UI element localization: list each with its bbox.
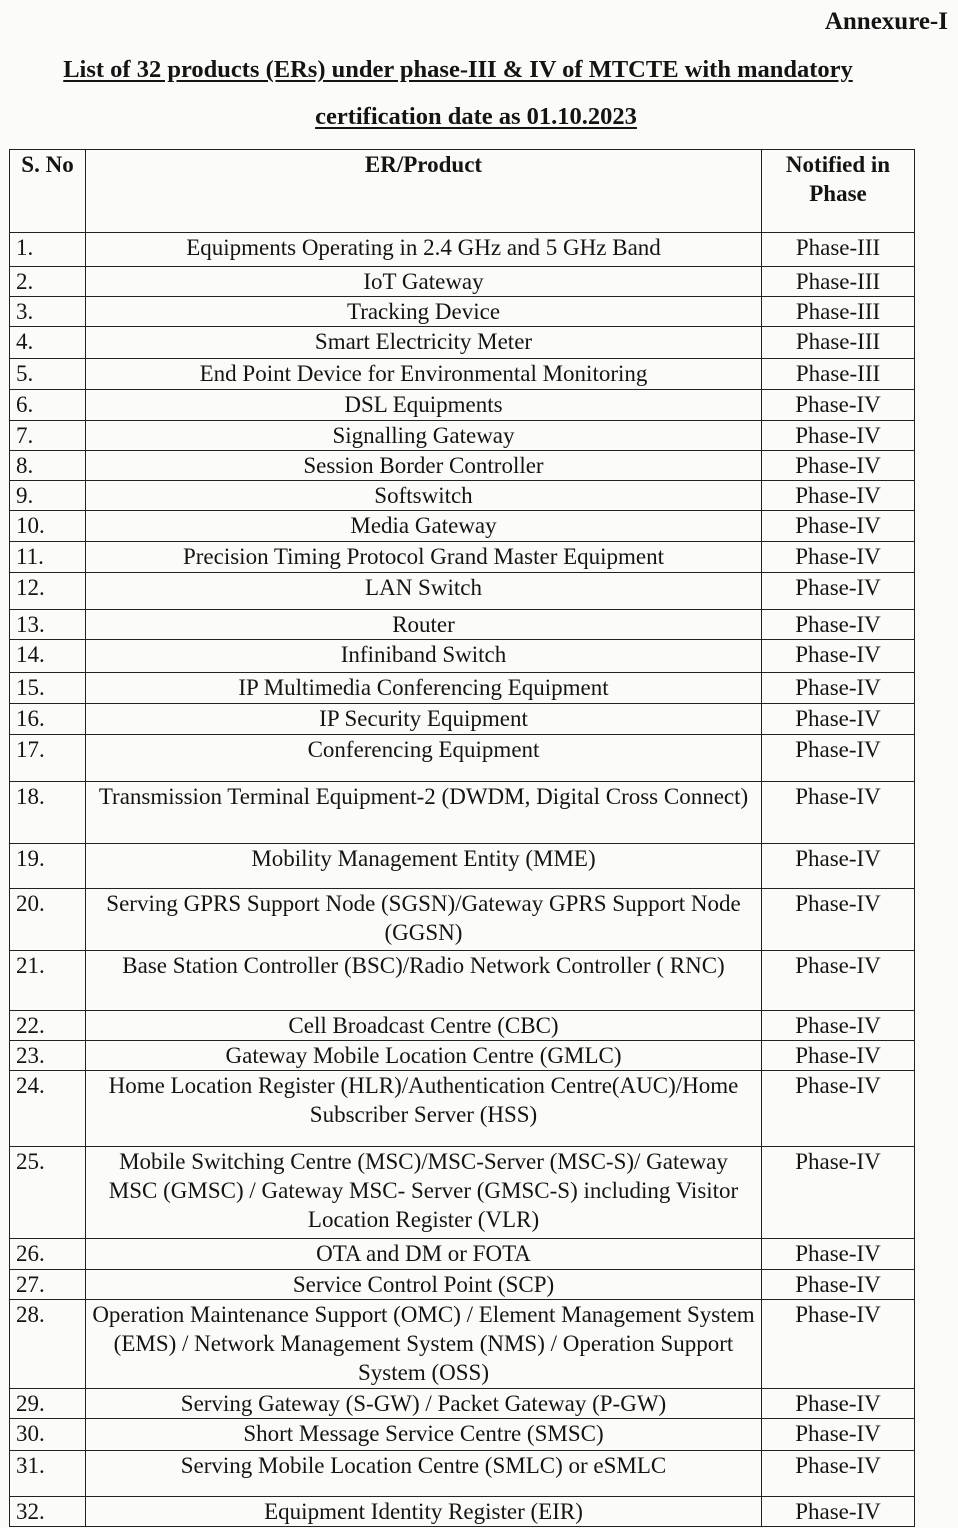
row-product: Precision Timing Protocol Grand Master Equipment — [86, 542, 762, 573]
row-product: IP Security Equipment — [86, 704, 762, 735]
row-phase: Phase-IV — [762, 421, 915, 451]
table-row — [10, 327, 915, 359]
table-row — [10, 704, 915, 735]
row-number: 24. — [10, 1071, 86, 1147]
table-row — [10, 735, 915, 782]
table-row — [10, 511, 915, 542]
row-phase: Phase-IV — [762, 782, 915, 844]
table-row — [10, 1071, 915, 1147]
table-row — [10, 1041, 915, 1071]
row-phase: Phase-IV — [762, 640, 915, 673]
row-phase: Phase-III — [762, 233, 915, 267]
row-product: IoT Gateway — [86, 267, 762, 297]
row-product: Service Control Point (SCP) — [86, 1270, 762, 1300]
row-number: 11. — [10, 542, 86, 573]
row-product: Mobility Management Entity (MME) — [86, 844, 762, 889]
table-row — [10, 640, 915, 673]
header-product: ER/Product — [86, 150, 762, 233]
row-phase: Phase-IV — [762, 1239, 915, 1270]
table-row — [10, 297, 915, 327]
row-number: 10. — [10, 511, 86, 542]
table-row — [10, 1497, 915, 1527]
row-phase: Phase-IV — [762, 573, 915, 610]
table-row — [10, 451, 915, 481]
row-number: 30. — [10, 1419, 86, 1451]
row-product: Smart Electricity Meter — [86, 327, 762, 359]
row-product: Conferencing Equipment — [86, 735, 762, 782]
row-product: Mobile Switching Centre (MSC)/MSC-Server (MSC-S)/ Gateway MSC (GMSC) / Gateway MSC- Server (GMSC-S) including Visitor Location Register (VLR) — [86, 1147, 762, 1239]
row-number: 1. — [10, 233, 86, 267]
table-row — [10, 1239, 915, 1270]
table-row — [10, 573, 915, 610]
row-product: LAN Switch — [86, 573, 762, 610]
row-phase: Phase-IV — [762, 1419, 915, 1451]
row-number: 3. — [10, 297, 86, 327]
row-phase: Phase-IV — [762, 481, 915, 511]
row-product: Media Gateway — [86, 511, 762, 542]
row-product: Base Station Controller (BSC)/Radio Network Controller ( RNC) — [86, 951, 762, 1011]
header-sno: S. No — [10, 150, 86, 233]
row-product: Equipments Operating in 2.4 GHz and 5 GHz Band — [86, 233, 762, 267]
table-row — [10, 1389, 915, 1419]
table-row — [10, 673, 915, 704]
row-product: IP Multimedia Conferencing Equipment — [86, 673, 762, 704]
row-number: 31. — [10, 1451, 86, 1497]
annexure-label: Annexure-I — [824, 8, 948, 35]
table-row — [10, 542, 915, 573]
table-row — [10, 233, 915, 267]
table-row — [10, 390, 915, 421]
row-product: Tracking Device — [86, 297, 762, 327]
row-phase: Phase-IV — [762, 1300, 915, 1389]
row-product: End Point Device for Environmental Monitoring — [86, 359, 762, 390]
row-phase: Phase-III — [762, 267, 915, 297]
row-phase: Phase-IV — [762, 735, 915, 782]
row-product: OTA and DM or FOTA — [86, 1239, 762, 1270]
row-product: Transmission Terminal Equipment-2 (DWDM, Digital Cross Connect) — [86, 782, 762, 844]
table-row — [10, 610, 915, 640]
table-row — [10, 481, 915, 511]
row-number: 14. — [10, 640, 86, 673]
row-product: Equipment Identity Register (EIR) — [86, 1497, 762, 1527]
row-phase: Phase-IV — [762, 1071, 915, 1147]
table-row — [10, 1300, 915, 1389]
row-product: Serving Mobile Location Centre (SMLC) or eSMLC — [86, 1451, 762, 1497]
row-product: Serving Gateway (S-GW) / Packet Gateway (P-GW) — [86, 1389, 762, 1419]
table-row — [10, 1451, 915, 1497]
table-row — [10, 1419, 915, 1451]
row-number: 21. — [10, 951, 86, 1011]
row-number: 28. — [10, 1300, 86, 1389]
row-number: 27. — [10, 1270, 86, 1300]
row-phase: Phase-III — [762, 359, 915, 390]
table-row — [10, 267, 915, 297]
row-number: 7. — [10, 421, 86, 451]
row-phase: Phase-IV — [762, 390, 915, 421]
table-row — [10, 951, 915, 1011]
row-phase: Phase-IV — [762, 451, 915, 481]
row-phase: Phase-IV — [762, 610, 915, 640]
document-title: List of 32 products (ERs) under phase-III & IV of MTCTE with mandatory — [63, 56, 853, 83]
row-number: 29. — [10, 1389, 86, 1419]
table-row — [10, 889, 915, 951]
row-product: Home Location Register (HLR)/Authentication Centre(AUC)/Home Subscriber Server (HSS) — [86, 1071, 762, 1147]
row-number: 16. — [10, 704, 86, 735]
row-phase: Phase-IV — [762, 1011, 915, 1041]
row-phase: Phase-IV — [762, 1270, 915, 1300]
row-product: DSL Equipments — [86, 390, 762, 421]
table-row — [10, 1270, 915, 1300]
row-number: 12. — [10, 573, 86, 610]
row-product: Softswitch — [86, 481, 762, 511]
row-phase: Phase-IV — [762, 542, 915, 573]
row-number: 13. — [10, 610, 86, 640]
header-phase: Notified in Phase — [762, 150, 915, 233]
row-number: 2. — [10, 267, 86, 297]
row-phase: Phase-IV — [762, 704, 915, 735]
row-number: 18. — [10, 782, 86, 844]
row-phase: Phase-IV — [762, 1147, 915, 1239]
products-table — [9, 149, 915, 1527]
row-phase: Phase-IV — [762, 1451, 915, 1497]
table-row — [10, 844, 915, 889]
row-phase: Phase-IV — [762, 1497, 915, 1527]
row-number: 6. — [10, 390, 86, 421]
row-number: 32. — [10, 1497, 86, 1527]
table-row — [10, 1147, 915, 1239]
row-number: 17. — [10, 735, 86, 782]
row-product: Router — [86, 610, 762, 640]
row-phase: Phase-IV — [762, 511, 915, 542]
row-number: 15. — [10, 673, 86, 704]
row-product: Short Message Service Centre (SMSC) — [86, 1419, 762, 1451]
row-product: Cell Broadcast Centre (CBC) — [86, 1011, 762, 1041]
row-phase: Phase-IV — [762, 951, 915, 1011]
row-number: 9. — [10, 481, 86, 511]
row-product: Operation Maintenance Support (OMC) / Element Management System (EMS) / Network Management System (NMS) / Operation Support System (OSS) — [86, 1300, 762, 1389]
table-row — [10, 1011, 915, 1041]
row-phase: Phase-IV — [762, 673, 915, 704]
row-number: 20. — [10, 889, 86, 951]
row-phase: Phase-III — [762, 297, 915, 327]
row-phase: Phase-IV — [762, 889, 915, 951]
row-number: 25. — [10, 1147, 86, 1239]
row-number: 4. — [10, 327, 86, 359]
row-phase: Phase-IV — [762, 1389, 915, 1419]
row-product: Infiniband Switch — [86, 640, 762, 673]
row-product: Gateway Mobile Location Centre (GMLC) — [86, 1041, 762, 1071]
table-row — [10, 782, 915, 844]
row-product: Session Border Controller — [86, 451, 762, 481]
row-product: Signalling Gateway — [86, 421, 762, 451]
row-number: 5. — [10, 359, 86, 390]
row-number: 22. — [10, 1011, 86, 1041]
row-phase: Phase-IV — [762, 844, 915, 889]
row-phase: Phase-III — [762, 327, 915, 359]
table-row — [10, 359, 915, 390]
table-header-row — [10, 150, 915, 233]
row-number: 26. — [10, 1239, 86, 1270]
row-product: Serving GPRS Support Node (SGSN)/Gateway GPRS Support Node (GGSN) — [86, 889, 762, 951]
document-subtitle: certification date as 01.10.2023 — [315, 103, 637, 130]
table-row — [10, 421, 915, 451]
row-number: 8. — [10, 451, 86, 481]
row-phase: Phase-IV — [762, 1041, 915, 1071]
row-number: 23. — [10, 1041, 86, 1071]
row-number: 19. — [10, 844, 86, 889]
